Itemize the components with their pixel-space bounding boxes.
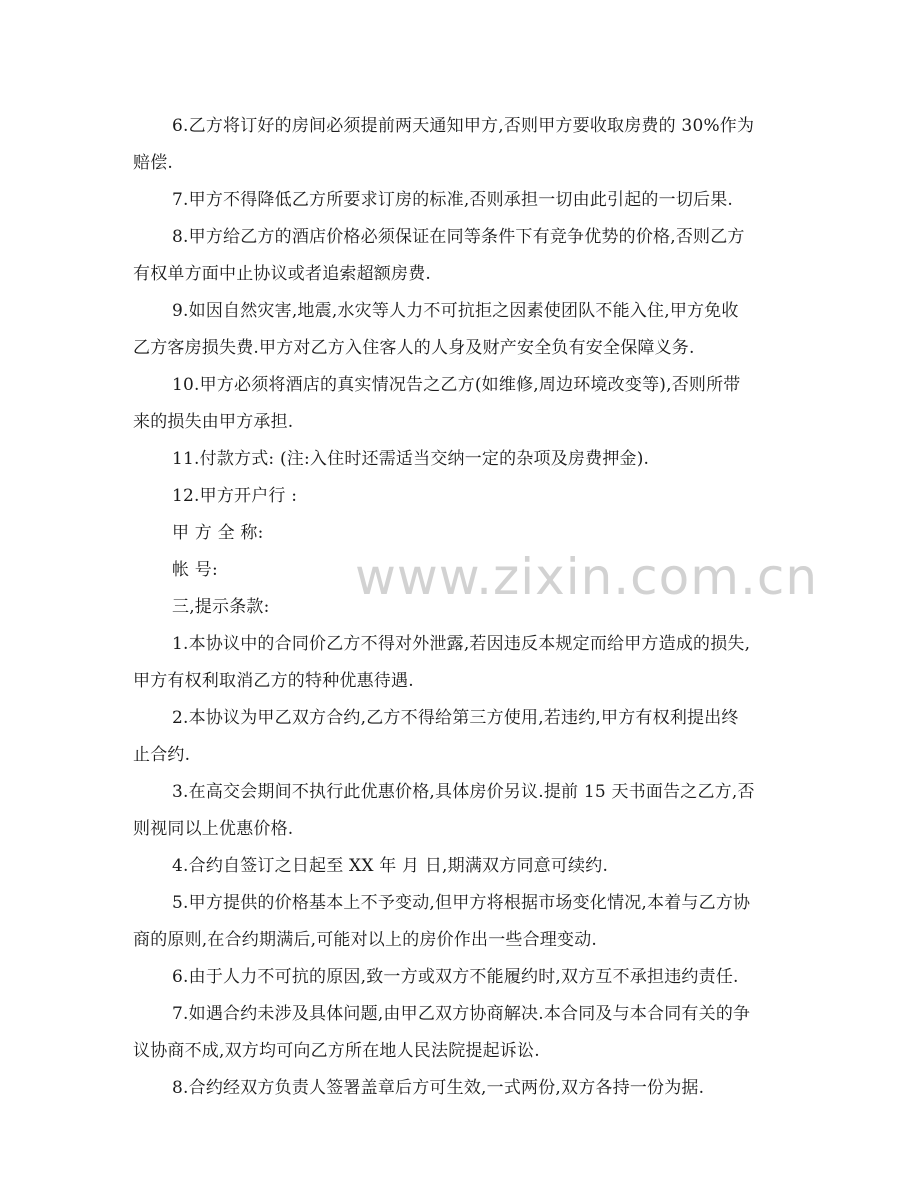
text-line-continuation: 赔偿. <box>133 153 174 173</box>
text-line: 6.由于人力不可抗的原因,致一方或双方不能履约时,双方互不承担违约责任. <box>172 967 739 987</box>
text-line: 11.付款方式: (注:入住时还需适当交纳一定的杂项及房费押金). <box>172 449 650 469</box>
text-line: 3.在高交会期间不执行此优惠价格,具体房价另议.提前 15 天书面告之乙方,否 <box>172 782 755 802</box>
text-line: 甲 方 全 称: <box>172 523 264 543</box>
text-line: 7.如遇合约未涉及具体问题,由甲乙双方协商解决.本合同及与本合同有关的争 <box>172 1004 751 1024</box>
text-line-continuation: 议协商不成,双方均可向乙方所在地人民法院提起诉讼. <box>133 1041 540 1061</box>
text-line-continuation: 来的损失由甲方承担. <box>133 412 294 432</box>
text-line-continuation: 甲方有权利取消乙方的特种优惠待遇. <box>133 671 414 691</box>
text-line: 三,提示条款: <box>172 597 270 617</box>
text-line: 10.甲方必须将酒店的真实情况告之乙方(如维修,周边环境改变等),否则所带 <box>172 375 741 395</box>
text-line: 4.合约自签订之日起至 XX 年 月 日,期满双方同意可续约. <box>172 856 609 876</box>
text-line: 8.合约经双方负责人签署盖章后方可生效,一式两份,双方各持一份为据. <box>172 1078 705 1098</box>
text-line: 5.甲方提供的价格基本上不予变动,但甲方将根据市场变化情况,本着与乙方协 <box>172 893 751 913</box>
text-line-continuation: 乙方客房损失费.甲方对乙方入住客人的人身及财产安全负有安全保障义务. <box>133 338 695 358</box>
text-line-continuation: 止合约. <box>133 745 191 765</box>
text-line: 9.如因自然灾害,地震,水灾等人力不可抗拒之因素使团队不能入住,甲方免收 <box>172 301 739 321</box>
text-line: 2.本协议为甲乙双方合约,乙方不得给第三方使用,若违约,甲方有权利提出终 <box>172 708 739 728</box>
text-line: 帐 号: <box>172 560 218 580</box>
text-line: 12.甲方开户行 : <box>172 486 298 506</box>
text-line-continuation: 则视同以上优惠价格. <box>133 819 294 839</box>
text-line: 8.甲方给乙方的酒店价格必须保证在同等条件下有竞争优势的价格,否则乙方 <box>172 227 745 247</box>
text-line-continuation: 商的原则,在合约期满后,可能对以上的房价作出一些合理变动. <box>133 930 598 950</box>
text-line: 1.本协议中的合同价乙方不得对外泄露,若因违反本规定而给甲方造成的损失, <box>172 634 751 654</box>
document-body <box>133 114 793 1113</box>
text-line: 6.乙方将订好的房间必须提前两天通知甲方,否则甲方要收取房费的 30%作为 <box>172 116 755 136</box>
text-line-continuation: 有权单方面中止协议或者追索超额房费. <box>133 264 432 284</box>
watermark: www.zixin.com.cn <box>355 548 819 606</box>
text-line: 7.甲方不得降低乙方所要求订房的标准,否则承担一切由此引起的一切后果. <box>172 190 734 210</box>
